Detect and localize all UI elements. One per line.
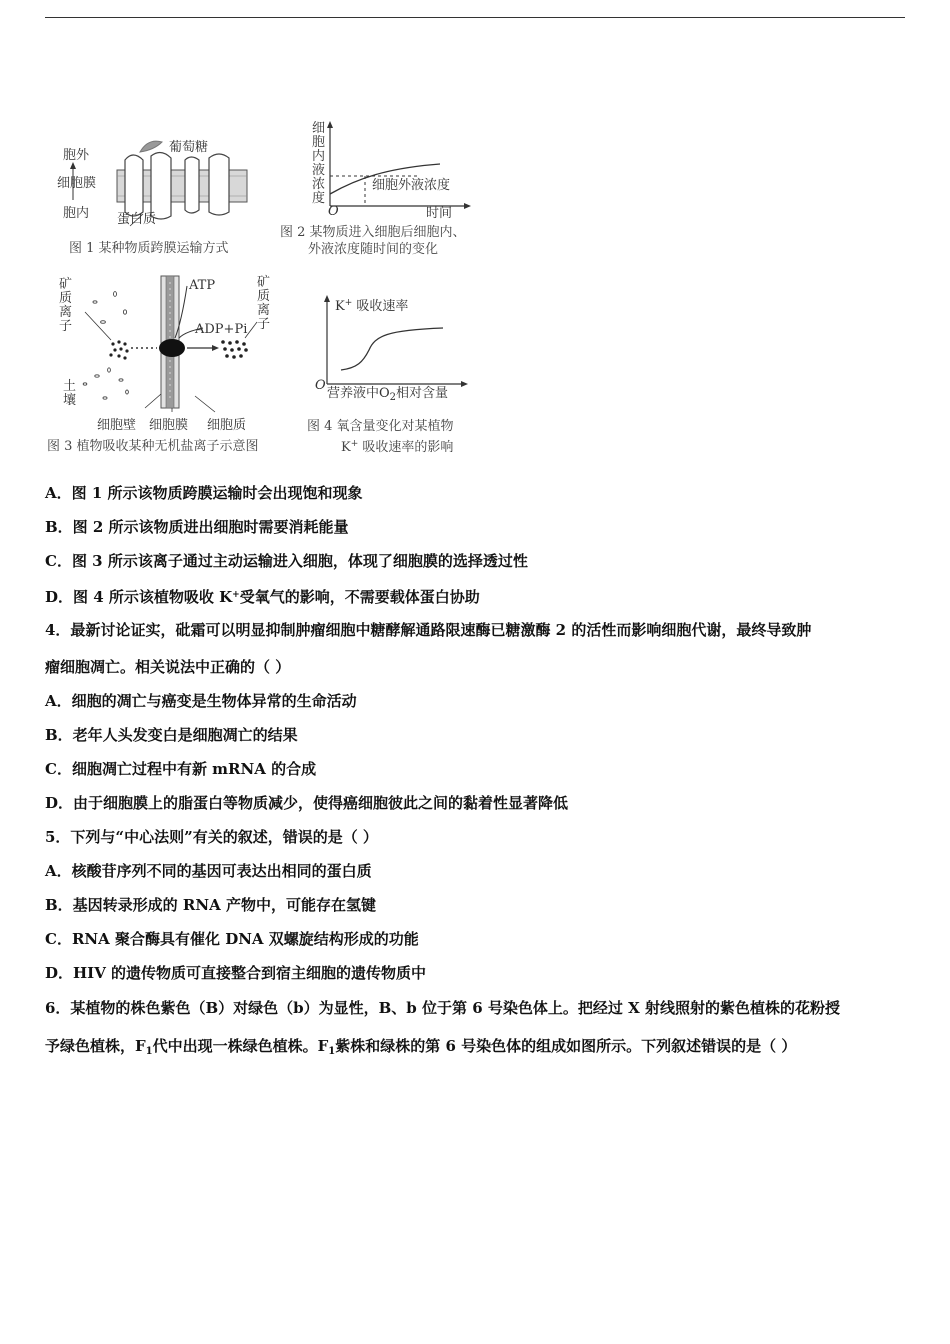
q5-stem: 5．下列与“中心法则”有关的叙述，错误的是（ ）	[45, 828, 378, 846]
q4-option-c: C．细胞凋亡过程中有新 mRNA 的合成	[45, 760, 317, 778]
q6-line2-c: 紫株和绿株的第 6 号染色体的组成如图所示。下列叙述错误的是（ ）	[335, 1037, 797, 1055]
graph4-xlabel	[327, 386, 448, 405]
figure-1	[55, 130, 255, 260]
graph2-xlabel: 时间	[426, 206, 453, 221]
soil-label: 土壤	[63, 379, 77, 408]
figure-2-caption-line1: 图 2 某物质进入细胞后细胞内、	[280, 225, 466, 240]
outside-label: 胞外	[63, 148, 90, 163]
q5-option-b: B．基因转录形成的 RNA 产物中，可能存在氢键	[45, 896, 376, 914]
q4-stem-line2: 瘤细胞凋亡。相关说法中正确的（ ）	[45, 658, 291, 676]
q6-stem-line1: 6．某植物的株色紫色（B）对绿色（b）为显性，B、b 位于第 6 号染色体上。把经过 X 射线照射的紫色植株的花粉授	[45, 999, 840, 1017]
graph4-ylabel-rest: 吸收速率	[352, 299, 409, 314]
inside-label: 胞内	[63, 206, 90, 221]
graph4-ylabel-plus: +	[344, 298, 353, 308]
q3-option-d	[45, 587, 907, 606]
q3-option-a: A．图 1 所示该物质跨膜运输时会出现饱和现象	[45, 484, 363, 502]
figure-1-caption: 图 1 某种物质跨膜运输方式	[69, 241, 229, 256]
q4-option-d: D．由于细胞膜上的脂蛋白等物质减少，使得癌细胞彼此之间的黏着性显著降低	[45, 794, 569, 812]
figure-4	[305, 288, 495, 458]
graph4-ylabel-k: K	[335, 299, 345, 314]
q6-stem-line2	[45, 1038, 907, 1060]
graph2-origin: O	[328, 204, 339, 219]
atp-label: ATP	[189, 278, 216, 293]
q3-option-b: B．图 2 所示该物质进出细胞时需要消耗能量	[45, 518, 349, 536]
membrane-label: 细胞膜	[57, 176, 97, 191]
header-rule	[45, 17, 905, 18]
graph4-xlabel-post: 相对含量	[396, 386, 449, 401]
q3-option-d-sup: +	[232, 590, 240, 600]
graph4-ylabel	[335, 296, 408, 314]
figure-3	[45, 272, 305, 462]
figure-4-caption-line1: 图 4 氧含量变化对某植物	[307, 419, 454, 434]
q6-line2-b: 代中出现一株绿色植株。F	[152, 1037, 329, 1055]
figure-4-caption-k: K	[341, 440, 351, 455]
graph4-origin: O	[315, 378, 326, 393]
adp-label: ADP+Pi	[195, 322, 248, 337]
graph2-dashed-label: 细胞外液浓度	[372, 178, 451, 193]
graph2-ylabel: 细胞内液浓度	[312, 121, 326, 206]
q6-line2-a: 予绿色植株，F	[45, 1037, 146, 1055]
figure-4-caption-line2	[341, 436, 453, 456]
q6-line2-sub1: 1	[145, 1046, 153, 1057]
figure-4-caption-plus: +	[350, 439, 359, 449]
figure-2-caption-line2: 外液浓度随时间的变化	[308, 242, 439, 257]
glucose-label: 葡萄糖	[169, 140, 209, 155]
q3-option-c: C．图 3 所示该离子通过主动运输进入细胞，体现了细胞膜的选择透过性	[45, 552, 528, 570]
graph4-xlabel-pre: 营养液中O	[327, 386, 390, 401]
q3-option-d-pre: D．图 4 所示该植物吸收 K	[45, 588, 233, 606]
q5-option-c: C．RNA 聚合酶具有催化 DNA 双螺旋结构形成的功能	[45, 930, 419, 948]
graph4-xlabel-sub: 2	[389, 392, 397, 403]
cell-membrane-label: 细胞膜	[149, 418, 189, 433]
q3-option-d-post: 受氧气的影响，不需要载体蛋白协助	[239, 588, 480, 606]
q5-option-d: D．HIV 的遗传物质可直接整合到宿主细胞的遗传物质中	[45, 964, 427, 982]
ions-right-label: 矿质离子	[257, 275, 271, 332]
figure-3-caption: 图 3 植物吸收某种无机盐离子示意图	[47, 439, 259, 454]
q6-line2-sub2: 1	[328, 1046, 336, 1057]
ions-left-label: 矿质离子	[59, 277, 73, 334]
q5-option-a: A．核酸苷序列不同的基因可表达出相同的蛋白质	[45, 862, 372, 880]
figure-4-caption-rest: 吸收速率的影响	[358, 440, 454, 455]
protein-label: 蛋白质	[117, 212, 157, 227]
q4-option-a: A．细胞的凋亡与癌变是生物体异常的生命活动	[45, 692, 357, 710]
figure-2	[278, 118, 478, 263]
cell-wall-label: 细胞壁	[97, 418, 137, 433]
cytoplasm-label: 细胞质	[207, 418, 247, 433]
q4-stem-line1: 4．最新讨论证实，砒霜可以明显抑制肿瘤细胞中糖酵解通路限速酶已糖激酶 2 的活性而影响细胞代谢，最终导致肿	[45, 621, 812, 639]
q4-option-b: B．老年人头发变白是细胞凋亡的结果	[45, 726, 298, 744]
